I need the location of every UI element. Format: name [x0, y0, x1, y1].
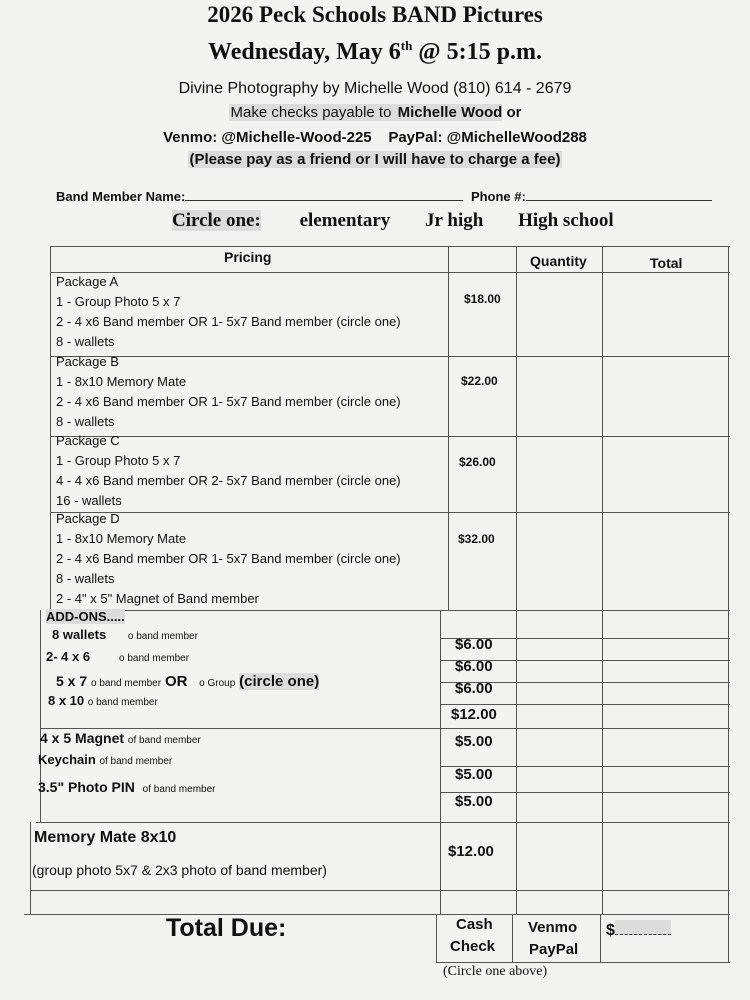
package-line: 4 - 4 x6 Band member OR 2- 5x7 Band member (circle one)	[56, 473, 401, 488]
addon-note: of band member	[142, 784, 216, 795]
option-jr-high[interactable]: Jr high	[425, 210, 484, 231]
date-prefix: Wednesday, May 6	[208, 39, 401, 65]
pay-note	[0, 151, 750, 168]
package-line: 16 - wallets	[56, 493, 122, 508]
pay-cash[interactable]: Cash	[456, 916, 493, 933]
addon-5x7	[56, 673, 319, 690]
phone-field[interactable]	[526, 188, 712, 201]
package-b-price: $22.00	[461, 374, 498, 388]
package-b	[56, 352, 401, 432]
addon-name: 8 wallets	[52, 627, 107, 642]
addon-name: 2- 4 x 6	[46, 649, 91, 664]
package-line: 1 - Group Photo 5 x 7	[56, 453, 181, 468]
addon-magnet	[40, 730, 201, 746]
package-line: 2 - 4 x6 Band member OR 1- 5x7 Band member (circle one)	[56, 394, 401, 409]
header-total: Total	[650, 255, 683, 271]
addons-label: ADD-ONS.....	[46, 609, 125, 624]
paypal-handle: PayPal: @MichelleWood288	[388, 129, 587, 146]
addon-4x6-price: $6.00	[455, 658, 493, 675]
addon-pin-price: $5.00	[455, 793, 493, 810]
memory-mate-desc: (group photo 5x7 & 2x3 photo of band member)	[32, 862, 327, 878]
addon-note-group: o Group	[199, 678, 236, 689]
option-high-school[interactable]: High school	[518, 210, 614, 231]
addon-name: 8 x 10	[48, 693, 85, 708]
package-line: 1 - 8x10 Memory Mate	[56, 374, 187, 389]
photographer-line: Divine Photography by Michelle Wood (810) 614 - 2679	[178, 80, 572, 97]
grade-selector	[172, 210, 644, 232]
addon-name: Keychain	[38, 752, 96, 767]
pay-paypal[interactable]: PayPal	[529, 941, 579, 958]
pay-check[interactable]: Check	[450, 938, 496, 955]
addon-note: o band member	[127, 631, 198, 642]
package-d	[56, 509, 401, 609]
addon-name: 3.5" Photo PIN	[38, 779, 135, 795]
addon-name: 4 x 5 Magnet	[40, 730, 125, 746]
circle-label: Circle one:	[172, 210, 261, 231]
dollar-sign: $	[606, 922, 615, 939]
package-c	[56, 431, 401, 511]
addon-note: of band member	[99, 756, 173, 767]
circle-note: (Circle one above)	[443, 964, 548, 979]
event-date	[0, 38, 750, 66]
member-name-field[interactable]	[185, 188, 463, 201]
package-line: 1 - Group Photo 5 x 7	[56, 294, 181, 309]
package-line: 8 - wallets	[56, 571, 115, 586]
addon-wallets-price: $6.00	[455, 636, 493, 653]
addon-or: OR	[164, 673, 188, 690]
total-due-label: Total Due:	[166, 914, 287, 942]
addon-keychain-price: $5.00	[455, 766, 493, 783]
addon-note: o band member	[87, 697, 158, 708]
addon-note: o band member	[91, 678, 162, 689]
package-name: Package D	[56, 511, 120, 526]
addon-keychain	[38, 752, 172, 767]
pay-venmo[interactable]: Venmo	[528, 919, 578, 936]
addon-wallets	[52, 627, 198, 642]
checks-line	[0, 104, 750, 121]
checks-suffix: or	[502, 104, 522, 121]
date-suffix: @ 5:15 p.m.	[412, 39, 542, 65]
package-line: 2 - 4" x 5" Magnet of Band member	[56, 591, 259, 606]
package-name: Package A	[56, 274, 119, 289]
addon-magnet-price: $5.00	[455, 733, 493, 750]
phone-label: Phone #:	[470, 189, 526, 204]
memory-mate-price: $12.00	[448, 843, 494, 860]
addon-note: o band member	[119, 653, 190, 664]
package-line: 1 - 8x10 Memory Mate	[56, 531, 187, 546]
package-a-price: $18.00	[464, 292, 501, 306]
package-line: 2 - 4 x6 Band member OR 1- 5x7 Band member (circle one)	[56, 551, 401, 566]
package-d-price: $32.00	[458, 532, 495, 546]
addon-circle: (circle one)	[239, 673, 320, 690]
header-pricing: Pricing	[224, 249, 272, 265]
page-title: 2026 Peck Schools BAND Pictures	[207, 2, 543, 27]
payment-handles	[0, 129, 750, 146]
checks-prefix: Make checks payable to	[230, 104, 396, 121]
addon-8x10	[48, 693, 158, 708]
member-name-label: Band Member Name:	[56, 189, 186, 204]
pay-note-text: (Please pay as a friend or I will have to charge a fee)	[189, 151, 561, 168]
addon-pin	[38, 779, 215, 795]
date-sup: th	[400, 38, 413, 53]
member-info-row	[56, 188, 746, 204]
header-quantity: Quantity	[530, 253, 587, 269]
addon-5x7-price: $6.00	[455, 680, 493, 697]
total-amount-field[interactable]	[615, 920, 671, 935]
package-line: 2 - 4 x6 Band member OR 1- 5x7 Band member (circle one)	[56, 314, 401, 329]
checks-name: Michelle Wood	[397, 104, 503, 121]
addon-8x10-price: $12.00	[451, 706, 497, 723]
venmo-handle: Venmo: @Michelle-Wood-225	[163, 129, 372, 146]
memory-mate-name: Memory Mate 8x10	[34, 829, 177, 846]
package-a	[56, 272, 401, 352]
option-elementary[interactable]: elementary	[299, 210, 391, 231]
addon-note: of band member	[127, 735, 201, 746]
total-amount[interactable]	[606, 920, 671, 940]
package-name: Package C	[56, 433, 120, 448]
addon-name: 5 x 7	[56, 673, 88, 689]
package-line: 8 - wallets	[56, 414, 115, 429]
package-name: Package B	[56, 354, 119, 369]
package-line: 8 - wallets	[56, 334, 115, 349]
package-c-price: $26.00	[459, 455, 496, 469]
addon-4x6	[46, 649, 189, 664]
